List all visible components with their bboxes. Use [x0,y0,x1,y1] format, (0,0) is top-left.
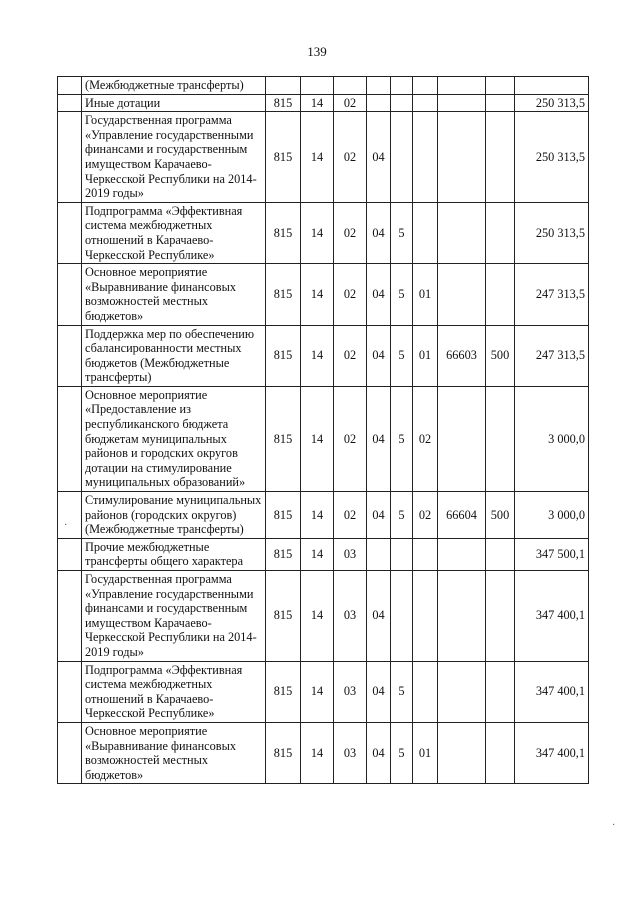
main-event-code-cell [413,538,438,570]
table-row [58,538,589,570]
subsection-code-cell: 02 [334,264,367,325]
subprogram-code-cell: 5 [391,722,413,783]
row-name-cell: Поддержка мер по обеспечению сбалансированности местных бюджетов (Межбюджетные трансферты) [82,325,266,386]
row-number-cell [58,661,82,722]
main-event-code-cell [413,202,438,263]
section-code-cell: 14 [301,386,334,491]
main-event-code-cell [413,571,438,662]
table-row [58,325,589,386]
table-row [58,661,589,722]
row-number-cell [58,325,82,386]
subprogram-code-cell [391,77,413,95]
row-name-cell: Прочие межбюджетные трансферты общего характера [82,538,266,570]
table-row [58,492,589,539]
program-code-cell: 04 [367,264,391,325]
subsection-code-cell: 02 [334,112,367,203]
amount-cell: 247 313,5 [515,264,589,325]
subsection-code-cell: 02 [334,202,367,263]
expense-type-code-cell [486,112,515,203]
section-code-cell: 14 [301,202,334,263]
subsection-code-cell: 03 [334,722,367,783]
row-number-cell [58,202,82,263]
expense-type-code-cell [486,77,515,95]
main-event-code-cell: 01 [413,722,438,783]
main-event-code-cell: 02 [413,386,438,491]
expense-type-code-cell [486,264,515,325]
amount-cell: 250 313,5 [515,202,589,263]
direction-code-cell [438,94,486,112]
row-number-cell [58,264,82,325]
section-code-cell: 14 [301,571,334,662]
direction-code-cell [438,264,486,325]
table-row [58,264,589,325]
row-name-cell: Государственная программа «Управление государственными финансами и государственным имуществом Карачаево-Черкесской Республики на 2014-2019 годы» [82,112,266,203]
amount-cell: 347 400,1 [515,661,589,722]
ministry-code-cell: 815 [266,112,301,203]
ministry-code-cell: 815 [266,202,301,263]
row-name-cell: Основное мероприятие «Выравнивание финансовых возможностей местных бюджетов» [82,722,266,783]
expense-type-code-cell: 500 [486,325,515,386]
subprogram-code-cell: 5 [391,325,413,386]
program-code-cell: 04 [367,661,391,722]
ministry-code-cell: 815 [266,94,301,112]
section-code-cell: 14 [301,112,334,203]
amount-cell: 250 313,5 [515,94,589,112]
table-row [58,571,589,662]
section-code-cell: 14 [301,325,334,386]
program-code-cell: 04 [367,722,391,783]
subsection-code-cell: 02 [334,492,367,539]
table-row [58,94,589,112]
section-code-cell [301,77,334,95]
table-row [58,722,589,783]
budget-table [57,76,589,784]
section-code-cell: 14 [301,722,334,783]
subprogram-code-cell: 5 [391,264,413,325]
ministry-code-cell: 815 [266,661,301,722]
ministry-code-cell: 815 [266,386,301,491]
subprogram-code-cell: 5 [391,202,413,263]
amount-cell: 247 313,5 [515,325,589,386]
expense-type-code-cell [486,571,515,662]
main-event-code-cell: 01 [413,264,438,325]
scan-speck: · [64,520,68,531]
row-number-cell [58,722,82,783]
row-name-cell: Иные дотации [82,94,266,112]
main-event-code-cell [413,661,438,722]
main-event-code-cell [413,77,438,95]
program-code-cell: 04 [367,112,391,203]
direction-code-cell [438,722,486,783]
row-number-cell [58,492,82,539]
program-code-cell: 04 [367,202,391,263]
row-number-cell [58,94,82,112]
subprogram-code-cell: 5 [391,492,413,539]
ministry-code-cell: 815 [266,325,301,386]
row-number-cell [58,571,82,662]
program-code-cell [367,94,391,112]
amount-cell [515,77,589,95]
subsection-code-cell: 02 [334,94,367,112]
amount-cell: 3 000,0 [515,492,589,539]
direction-code-cell: 66603 [438,325,486,386]
program-code-cell: 04 [367,325,391,386]
expense-type-code-cell [486,722,515,783]
direction-code-cell [438,202,486,263]
subsection-code-cell: 03 [334,571,367,662]
section-code-cell: 14 [301,492,334,539]
subsection-code-cell: 02 [334,325,367,386]
program-code-cell: 04 [367,386,391,491]
expense-type-code-cell [486,386,515,491]
row-number-cell [58,386,82,491]
amount-cell: 3 000,0 [515,386,589,491]
expense-type-code-cell [486,661,515,722]
program-code-cell [367,538,391,570]
subsection-code-cell [334,77,367,95]
row-name-cell: (Межбюджетные трансферты) [82,77,266,95]
amount-cell: 347 400,1 [515,722,589,783]
amount-cell: 347 400,1 [515,571,589,662]
main-event-code-cell [413,112,438,203]
amount-cell: 347 500,1 [515,538,589,570]
ministry-code-cell: 815 [266,571,301,662]
table-row [58,77,589,95]
section-code-cell: 14 [301,661,334,722]
direction-code-cell [438,386,486,491]
ministry-code-cell [266,77,301,95]
scan-speck: · [612,820,616,831]
ministry-code-cell: 815 [266,538,301,570]
main-event-code-cell [413,94,438,112]
direction-code-cell [438,77,486,95]
row-name-cell: Подпрограмма «Эффективная система межбюджетных отношений в Карачаево-Черкесской Республике» [82,661,266,722]
subsection-code-cell: 02 [334,386,367,491]
ministry-code-cell: 815 [266,722,301,783]
subprogram-code-cell [391,538,413,570]
program-code-cell: 04 [367,492,391,539]
amount-cell: 250 313,5 [515,112,589,203]
row-name-cell: Подпрограмма «Эффективная система межбюджетных отношений в Карачаево-Черкесской Республике» [82,202,266,263]
row-name-cell: Основное мероприятие «Предоставление из республиканского бюджета бюджетам муниципальных районов и городских округов дотации на стимулирование муниципальных образований» [82,386,266,491]
expense-type-code-cell [486,538,515,570]
expense-type-code-cell: 500 [486,492,515,539]
direction-code-cell [438,538,486,570]
page-number: 139 [307,44,327,59]
direction-code-cell [438,112,486,203]
subprogram-code-cell: 5 [391,386,413,491]
row-name-cell: Государственная программа «Управление государственными финансами и государственным имуществом Карачаево-Черкесской Республики на 2014-2019 годы» [82,571,266,662]
ministry-code-cell: 815 [266,264,301,325]
row-name-cell: Основное мероприятие «Выравнивание финансовых возможностей местных бюджетов» [82,264,266,325]
ministry-code-cell: 815 [266,492,301,539]
row-number-cell [58,77,82,95]
section-code-cell: 14 [301,94,334,112]
row-number-cell [58,112,82,203]
section-code-cell: 14 [301,538,334,570]
table-row [58,386,589,491]
subsection-code-cell: 03 [334,661,367,722]
program-code-cell: 04 [367,571,391,662]
subprogram-code-cell [391,571,413,662]
table-row [58,112,589,203]
expense-type-code-cell [486,94,515,112]
program-code-cell [367,77,391,95]
subprogram-code-cell: 5 [391,661,413,722]
table-row [58,202,589,263]
main-event-code-cell: 01 [413,325,438,386]
expense-type-code-cell [486,202,515,263]
direction-code-cell: 66604 [438,492,486,539]
row-number-cell [58,538,82,570]
section-code-cell: 14 [301,264,334,325]
direction-code-cell [438,571,486,662]
direction-code-cell [438,661,486,722]
subprogram-code-cell [391,112,413,203]
subsection-code-cell: 03 [334,538,367,570]
subprogram-code-cell [391,94,413,112]
main-event-code-cell: 02 [413,492,438,539]
row-name-cell: Стимулирование муниципальных районов (городских округов) (Межбюджетные трансферты) [82,492,266,539]
